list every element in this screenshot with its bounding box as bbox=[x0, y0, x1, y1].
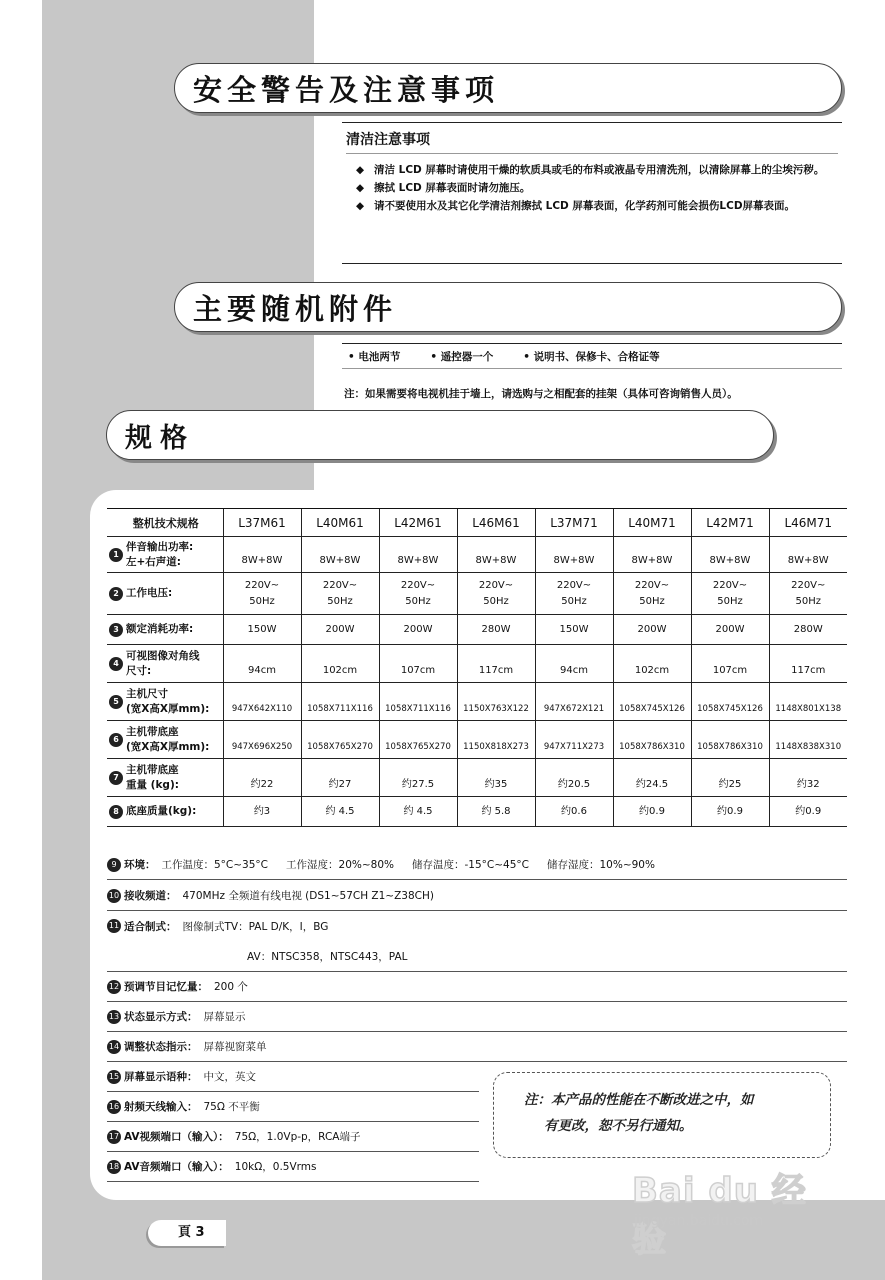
diamond-bullet-icon: ◆ bbox=[355, 182, 365, 194]
column-header: L40M61 bbox=[301, 509, 379, 537]
notice-line-1: 注：本产品的性能在不断改进之中，如 bbox=[524, 1092, 754, 1108]
row-label-cell bbox=[107, 645, 223, 683]
table-cell: 200W bbox=[301, 615, 379, 645]
table-cell: 8W+8W bbox=[691, 537, 769, 573]
number-badge: 1 bbox=[109, 548, 123, 562]
section-title-accessories: 主要随机附件 bbox=[193, 291, 398, 326]
spec-line-value: 200 个 bbox=[214, 981, 248, 993]
number-badge: 11 bbox=[107, 919, 121, 933]
number-badge: 12 bbox=[107, 980, 121, 994]
table-cell: 220V~ 50Hz bbox=[301, 573, 379, 615]
table-row bbox=[107, 721, 847, 759]
table-cell: 约3 bbox=[223, 797, 301, 827]
table-cell: 94cm bbox=[535, 645, 613, 683]
bullet-text: 请不要使用水及其它化学清洁剂擦拭 LCD 屏幕表面，化学药剂可能会损伤LCD屏幕表面。 bbox=[374, 200, 796, 212]
spec-line-value: 10kΩ，0.5Vrms bbox=[234, 1161, 317, 1173]
page-number-tab bbox=[148, 1220, 226, 1246]
section-title-safety: 安全警告及注意事项 bbox=[193, 72, 500, 107]
section-header-safety bbox=[174, 63, 842, 113]
table-cell: 220V~ 50Hz bbox=[691, 573, 769, 615]
table-cell: 94cm bbox=[223, 645, 301, 683]
row-label bbox=[126, 687, 209, 717]
table-cell: 1058X765X270 bbox=[301, 721, 379, 759]
number-badge: 16 bbox=[107, 1100, 121, 1114]
row-label bbox=[126, 763, 179, 793]
table-cell: 1058X745X126 bbox=[691, 683, 769, 721]
list-item bbox=[346, 198, 838, 215]
table-cell: 280W bbox=[457, 615, 535, 645]
table-row bbox=[107, 797, 847, 827]
table-cell: 947X672X121 bbox=[535, 683, 613, 721]
number-badge: 2 bbox=[109, 587, 123, 601]
row-label-line: 伴音输出功率: bbox=[126, 540, 194, 553]
section-header-accessories bbox=[174, 282, 842, 332]
table-cell: 约35 bbox=[457, 759, 535, 797]
row-label-cell bbox=[107, 683, 223, 721]
table-cell: 约32 bbox=[769, 759, 847, 797]
row-label-line: 主机带底座 bbox=[126, 725, 179, 738]
spec-line-value: 中文，英文 bbox=[203, 1071, 256, 1083]
row-label-line: 额定消耗功率: bbox=[126, 623, 194, 635]
accessory-item: • 遥控器一个 bbox=[430, 350, 494, 363]
table-cell: 220V~ 50Hz bbox=[379, 573, 457, 615]
table-cell: 约27 bbox=[301, 759, 379, 797]
row-label-cell bbox=[107, 537, 223, 573]
table-cell: 220V~ 50Hz bbox=[769, 573, 847, 615]
spec-line bbox=[107, 1032, 847, 1062]
cleaning-title: 清洁注意事项 bbox=[346, 129, 838, 154]
table-cell: 约 4.5 bbox=[379, 797, 457, 827]
spec-line-value: 储存湿度：10%~90% bbox=[546, 859, 655, 871]
table-cell: 约24.5 bbox=[613, 759, 691, 797]
column-header: L37M71 bbox=[535, 509, 613, 537]
table-cell: 220V~ 50Hz bbox=[457, 573, 535, 615]
row-label-cell bbox=[107, 797, 223, 827]
table-cell: 947X642X110 bbox=[223, 683, 301, 721]
diamond-bullet-icon: ◆ bbox=[355, 164, 365, 176]
table-cell: 117cm bbox=[769, 645, 847, 683]
table-cell: 220V~ 50Hz bbox=[535, 573, 613, 615]
table-cell: 1148X838X310 bbox=[769, 721, 847, 759]
row-label bbox=[126, 586, 172, 601]
number-badge: 3 bbox=[109, 623, 123, 637]
table-cell: 117cm bbox=[457, 645, 535, 683]
table-cell: 约27.5 bbox=[379, 759, 457, 797]
number-badge: 8 bbox=[109, 805, 123, 819]
spec-line-value: 470MHz 全频道有线电视 (DS1~57CH Z1~Z38CH) bbox=[182, 890, 434, 902]
spec-line bbox=[107, 1122, 479, 1152]
spec-line bbox=[107, 850, 847, 880]
number-badge: 7 bbox=[109, 771, 123, 785]
row-label-line: 可视图像对角线 bbox=[126, 649, 200, 662]
table-cell: 150W bbox=[223, 615, 301, 645]
table-cell: 8W+8W bbox=[769, 537, 847, 573]
table-cell: 200W bbox=[613, 615, 691, 645]
table-cell: 107cm bbox=[691, 645, 769, 683]
row-label-line: 工作电压: bbox=[126, 587, 173, 599]
spec-line-label: AV音频端口（输入）： bbox=[124, 1161, 229, 1173]
table-cell: 约0.9 bbox=[613, 797, 691, 827]
number-badge: 14 bbox=[107, 1040, 121, 1054]
table-cell: 102cm bbox=[301, 645, 379, 683]
table-cell: 约 5.8 bbox=[457, 797, 535, 827]
table-cell: 约20.5 bbox=[535, 759, 613, 797]
row-label-line: (宽X高X厚mm): bbox=[126, 702, 210, 715]
row-label bbox=[126, 540, 193, 570]
number-badge: 10 bbox=[107, 889, 121, 903]
spec-line bbox=[107, 972, 847, 1002]
table-cell: 约22 bbox=[223, 759, 301, 797]
number-badge: 6 bbox=[109, 733, 123, 747]
table-row bbox=[107, 759, 847, 797]
table-row bbox=[107, 645, 847, 683]
row-label-cell bbox=[107, 573, 223, 615]
table-cell: 150W bbox=[535, 615, 613, 645]
spec-line-label: 调整状态指示： bbox=[124, 1041, 198, 1053]
row-label bbox=[126, 725, 209, 755]
table-cell: 1150X763X122 bbox=[457, 683, 535, 721]
spec-line-value: AV：NTSC358，NTSC443，PAL bbox=[247, 951, 408, 963]
row-label bbox=[126, 649, 200, 679]
spec-line bbox=[107, 1002, 847, 1032]
table-cell: 1148X801X138 bbox=[769, 683, 847, 721]
table-cell: 1058X765X270 bbox=[379, 721, 457, 759]
column-header: L46M61 bbox=[457, 509, 535, 537]
table-cell: 102cm bbox=[613, 645, 691, 683]
table-cell: 947X696X250 bbox=[223, 721, 301, 759]
table-cell: 280W bbox=[769, 615, 847, 645]
table-cell: 1150X818X273 bbox=[457, 721, 535, 759]
number-badge: 9 bbox=[107, 858, 121, 872]
row-label-line: 重量 (kg): bbox=[126, 778, 179, 791]
page-number: 頁 3 bbox=[178, 1225, 205, 1240]
spec-line-value: 屏幕视窗菜单 bbox=[203, 1041, 267, 1053]
column-header: L46M71 bbox=[769, 509, 847, 537]
watermark-url: jingyan.baidu.com bbox=[634, 1213, 764, 1229]
table-cell: 1058X745X126 bbox=[613, 683, 691, 721]
notice-line-2: 有更改，恕不另行通知。 bbox=[544, 1118, 693, 1134]
baidu-watermark bbox=[632, 1145, 832, 1260]
spec-line-label: 适合制式： bbox=[124, 920, 177, 933]
column-header: L42M61 bbox=[379, 509, 457, 537]
table-cell: 约0.6 bbox=[535, 797, 613, 827]
table-cell: 8W+8W bbox=[457, 537, 535, 573]
spec-line-value: 工作湿度：20%~80% bbox=[286, 859, 394, 871]
table-row bbox=[107, 573, 847, 615]
row-label-line: 左+右声道: bbox=[126, 555, 181, 568]
spec-line-label: 预调节目记忆量： bbox=[124, 981, 208, 993]
table-cell: 8W+8W bbox=[535, 537, 613, 573]
spec-line-label: AV视频端口（输入）： bbox=[124, 1131, 229, 1143]
number-badge: 15 bbox=[107, 1070, 121, 1084]
spec-line-value: 工作温度：5°C~35°C bbox=[161, 859, 269, 871]
table-cell: 947X711X273 bbox=[535, 721, 613, 759]
table-cell: 220V~ 50Hz bbox=[613, 573, 691, 615]
column-header: L37M61 bbox=[223, 509, 301, 537]
row-label-line: 尺寸: bbox=[126, 664, 152, 677]
column-header: L40M71 bbox=[613, 509, 691, 537]
table-cell: 8W+8W bbox=[613, 537, 691, 573]
accessory-item: • 电池两节 bbox=[348, 350, 401, 363]
table-row bbox=[107, 683, 847, 721]
section-title-specs: 规格 bbox=[125, 422, 195, 454]
table-cell: 220V~ 50Hz bbox=[223, 573, 301, 615]
table-row bbox=[107, 615, 847, 645]
row-label-cell bbox=[107, 721, 223, 759]
table-header-label: 整机技术规格 bbox=[107, 509, 223, 537]
spec-line-value: 储存温度：-15°C~45°C bbox=[412, 859, 529, 871]
spec-line-label: 环境： bbox=[124, 859, 156, 871]
table-cell: 8W+8W bbox=[379, 537, 457, 573]
bullet-text: 擦拭 LCD 屏幕表面时请勿施压。 bbox=[374, 182, 531, 194]
table-cell: 8W+8W bbox=[301, 537, 379, 573]
table-row bbox=[107, 537, 847, 573]
spec-line-value: 75Ω，1.0Vp-p，RCA端子 bbox=[234, 1131, 361, 1143]
diamond-bullet-icon: ◆ bbox=[355, 200, 365, 212]
spec-line-value: 屏幕显示 bbox=[203, 1011, 246, 1023]
accessory-item: • 说明书、保修卡、合格证等 bbox=[523, 350, 660, 363]
cleaning-notes bbox=[342, 122, 842, 264]
section-header-specs bbox=[106, 410, 774, 460]
row-label-line: (宽X高X厚mm): bbox=[126, 740, 210, 753]
table-cell: 约 4.5 bbox=[301, 797, 379, 827]
spec-table bbox=[107, 508, 847, 827]
table-cell: 200W bbox=[379, 615, 457, 645]
spec-line bbox=[107, 881, 847, 911]
table-header-row bbox=[107, 509, 847, 537]
bullet-text: 清洁 LCD 屏幕时请使用干燥的软质具或毛的布料或液晶专用清洗剂，以清除屏幕上的尘埃污秽。 bbox=[374, 164, 825, 176]
row-label-line: 主机尺寸 bbox=[126, 687, 168, 700]
table-cell: 1058X786X310 bbox=[613, 721, 691, 759]
spec-line bbox=[107, 1062, 479, 1092]
spec-line-value: 75Ω 不平衡 bbox=[203, 1101, 260, 1113]
table-cell: 约0.9 bbox=[691, 797, 769, 827]
table-cell: 约25 bbox=[691, 759, 769, 797]
row-label-line: 底座质量(kg): bbox=[126, 805, 197, 817]
accessory-note: 注：如果需要将电视机挂于墙上，请选购与之相配套的挂架（具体可咨询销售人员）。 bbox=[344, 388, 738, 400]
table-cell: 1058X711X116 bbox=[301, 683, 379, 721]
column-header: L42M71 bbox=[691, 509, 769, 537]
table-cell: 约0.9 bbox=[769, 797, 847, 827]
list-item bbox=[346, 162, 838, 179]
list-item bbox=[346, 180, 838, 197]
number-badge: 13 bbox=[107, 1010, 121, 1024]
spec-line-label: 射频天线输入： bbox=[124, 1101, 198, 1113]
spec-line-label: 屏幕显示语种： bbox=[124, 1071, 198, 1083]
spec-line bbox=[107, 1152, 479, 1182]
number-badge: 4 bbox=[109, 657, 123, 671]
table-cell: 1058X786X310 bbox=[691, 721, 769, 759]
table-cell: 107cm bbox=[379, 645, 457, 683]
baidu-logo-icon: Bai du 经验 bbox=[632, 1171, 807, 1260]
table-cell: 200W bbox=[691, 615, 769, 645]
spec-line bbox=[107, 1092, 479, 1122]
spec-line-label: 接收频道： bbox=[124, 890, 177, 902]
spec-line-label: 状态显示方式： bbox=[124, 1011, 198, 1023]
number-badge: 5 bbox=[109, 695, 123, 709]
spec-line bbox=[107, 942, 847, 972]
row-label-line: 主机带底座 bbox=[126, 763, 179, 776]
spec-table-body bbox=[107, 537, 847, 827]
spec-line bbox=[107, 911, 847, 941]
table-cell: 1058X711X116 bbox=[379, 683, 457, 721]
row-label-cell bbox=[107, 759, 223, 797]
number-badge: 17 bbox=[107, 1130, 121, 1144]
number-badge: 18 bbox=[107, 1160, 121, 1174]
row-label-cell bbox=[107, 615, 223, 645]
spec-line-value: 图像制式TV：PAL D/K，I，BG bbox=[182, 920, 329, 933]
table-cell: 8W+8W bbox=[223, 537, 301, 573]
accessory-list bbox=[342, 343, 842, 369]
row-label bbox=[126, 804, 196, 819]
row-label bbox=[126, 622, 193, 637]
